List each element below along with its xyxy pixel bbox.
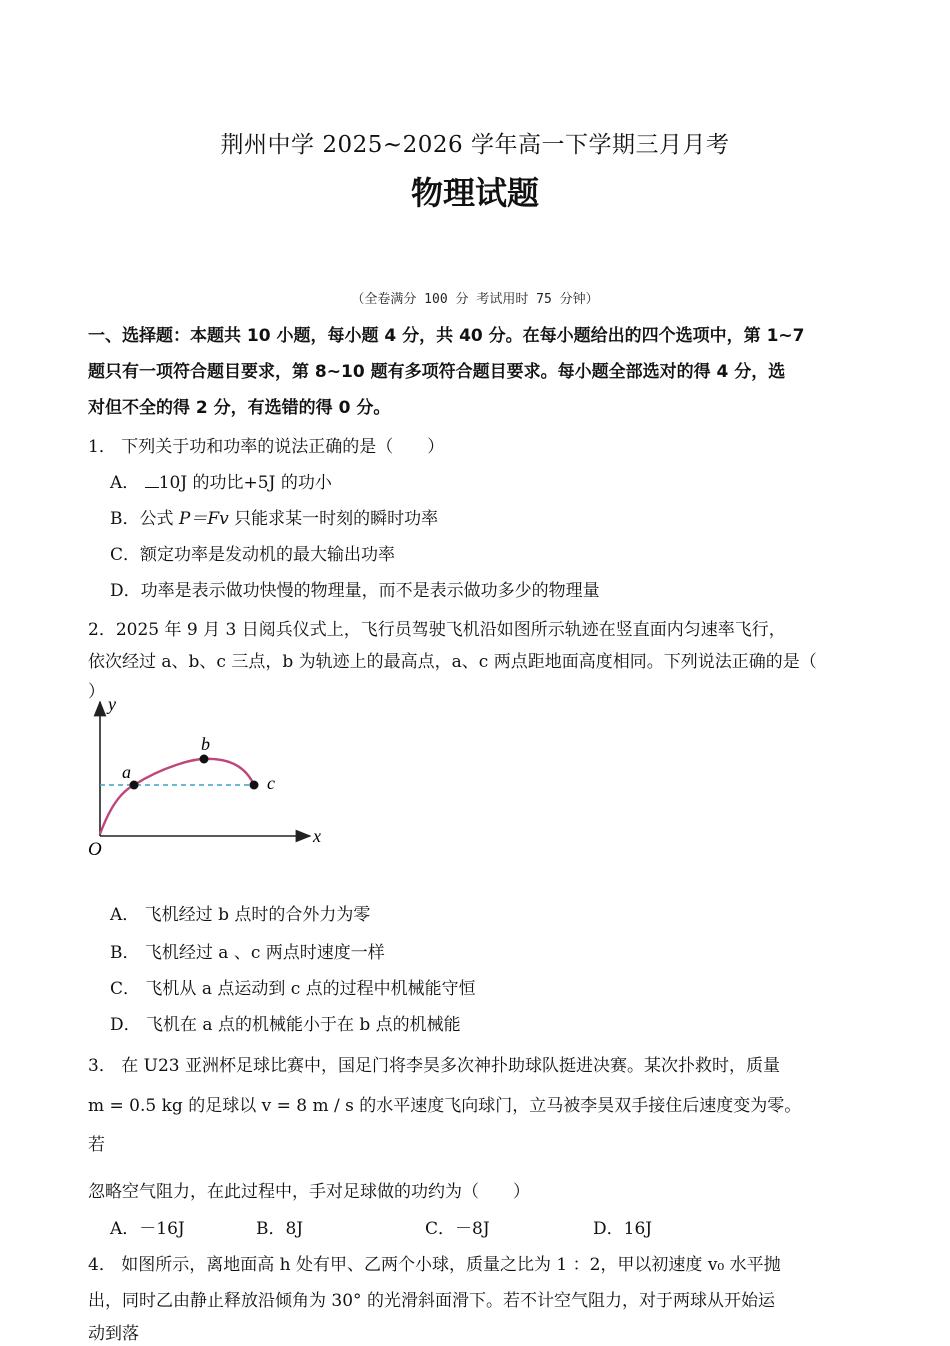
- q1-option-d: [110, 579, 600, 603]
- q1-option-b-label: B．: [110, 509, 140, 529]
- point-a-label: a: [122, 762, 131, 782]
- q2-stem-line-2: 依次经过 a、b、c 三点，b 为轨迹上的最高点，a、c 两点距地面高度相同。下列说法正确的是（: [88, 652, 817, 672]
- point-c-label: c: [267, 773, 275, 793]
- section-heading-line-1: 一、选择题：本题共 10 小题，每小题 4 分，共 40 分。在每小题给出的四个选项中，第 1~7: [88, 326, 805, 346]
- trajectory-figure: [84, 698, 334, 868]
- q1-option-b-formula: P＝Fv: [178, 509, 229, 529]
- q2-option-b: B． 飞机经过 a 、c 两点时速度一样: [110, 943, 385, 963]
- q3-option-c: C．－8J: [425, 1219, 490, 1239]
- q3-option-a: A．－16J: [110, 1219, 185, 1239]
- point-b-label: b: [201, 734, 210, 754]
- page-title: 物理试题: [410, 174, 539, 212]
- school-title: 荆州中学 2025~2026 学年高一下学期三月月考: [220, 132, 730, 158]
- q3-stem-line-4: 忽略空气阻力，在此过程中，手对足球做的功约为（ ）: [88, 1182, 530, 1202]
- q2-stem-line-3: ）: [88, 682, 105, 702]
- q2-stem-line-1: 2．2025 年 9 月 3 日阅兵仪式上，飞行员驾驶飞机沿如图所示轨迹在竖直面内匀速率飞行，: [88, 620, 786, 640]
- q3-stem-line-1: 3． 在 U23 亚洲杯足球比赛中，国足门将李昊多次神扑助球队挺进决赛。某次扑救时，质量: [88, 1056, 780, 1076]
- exam-info: （全卷满分 100 分 考试用时 75 分钟）: [351, 292, 599, 307]
- q1-option-b-text-1: 公式: [139, 509, 179, 529]
- q1-option-b: [110, 507, 438, 531]
- origin-label: O: [88, 839, 102, 860]
- q1-option-d-label: D．: [110, 581, 141, 601]
- q1-stem: 1． 下列关于功和功率的说法正确的是（ ）: [88, 437, 445, 457]
- q3-stem-line-2: m = 0.5 kg 的足球以 v = 8 m / s 的水平速度飞向球门，立马被李昊双手接住后速度变为零。: [88, 1096, 802, 1116]
- q3-stem-line-3: 若: [88, 1135, 105, 1155]
- y-axis-label: y: [108, 698, 116, 714]
- q2-option-c: C． 飞机从 a 点运动到 c 点的过程中机械能守恒: [110, 979, 476, 999]
- section-heading-line-2: 题只有一项符合题目要求，第 8~10 题有多项符合题目要求。每小题全部选对的得 4 分，选: [88, 362, 786, 382]
- q1-option-a: [110, 471, 332, 495]
- x-axis-label: x: [313, 826, 321, 846]
- section-heading-line-3: 对但不全的得 2 分，有选错的得 0 分。: [88, 398, 391, 418]
- point-b: [200, 755, 209, 764]
- q4-stem-line-2: 出，同时乙由静止释放沿倾角为 30° 的光滑斜面滑下。若不计空气阻力，对于两球从开始运: [88, 1291, 775, 1311]
- q1-option-d-text: 功率是表示做功快慢的物理量，而不是表示做功多少的物理量: [140, 581, 600, 601]
- q3-option-d: D．16J: [593, 1219, 653, 1239]
- q1-option-c-text: 额定功率是发动机的最大输出功率: [140, 545, 396, 565]
- point-c: [250, 781, 259, 790]
- q1-option-b-text-2: 只能求某一时刻的瞬时功率: [228, 509, 439, 529]
- q3-option-b: B．8J: [256, 1219, 304, 1239]
- q1-option-c-label: C．: [110, 545, 141, 565]
- q2-option-a: A． 飞机经过 b 点时的合外力为零: [110, 905, 371, 925]
- q1-option-a-label: A．: [110, 473, 140, 493]
- q4-stem-line-3: 动到落: [88, 1324, 139, 1344]
- q4-stem-line-1: 4． 如图所示，离地面高 h 处有甲、乙两个小球，质量之比为 1 ：2，甲以初速度 v₀ 水平抛: [88, 1255, 781, 1275]
- answer-blank: [145, 471, 159, 488]
- section-heading: [88, 318, 866, 426]
- q1-option-c: [110, 543, 395, 567]
- q1-option-a-text: 10J 的功比+5J 的功小: [158, 473, 332, 493]
- q2-option-d: D． 飞机在 a 点的机械能小于在 b 点的机械能: [110, 1015, 461, 1035]
